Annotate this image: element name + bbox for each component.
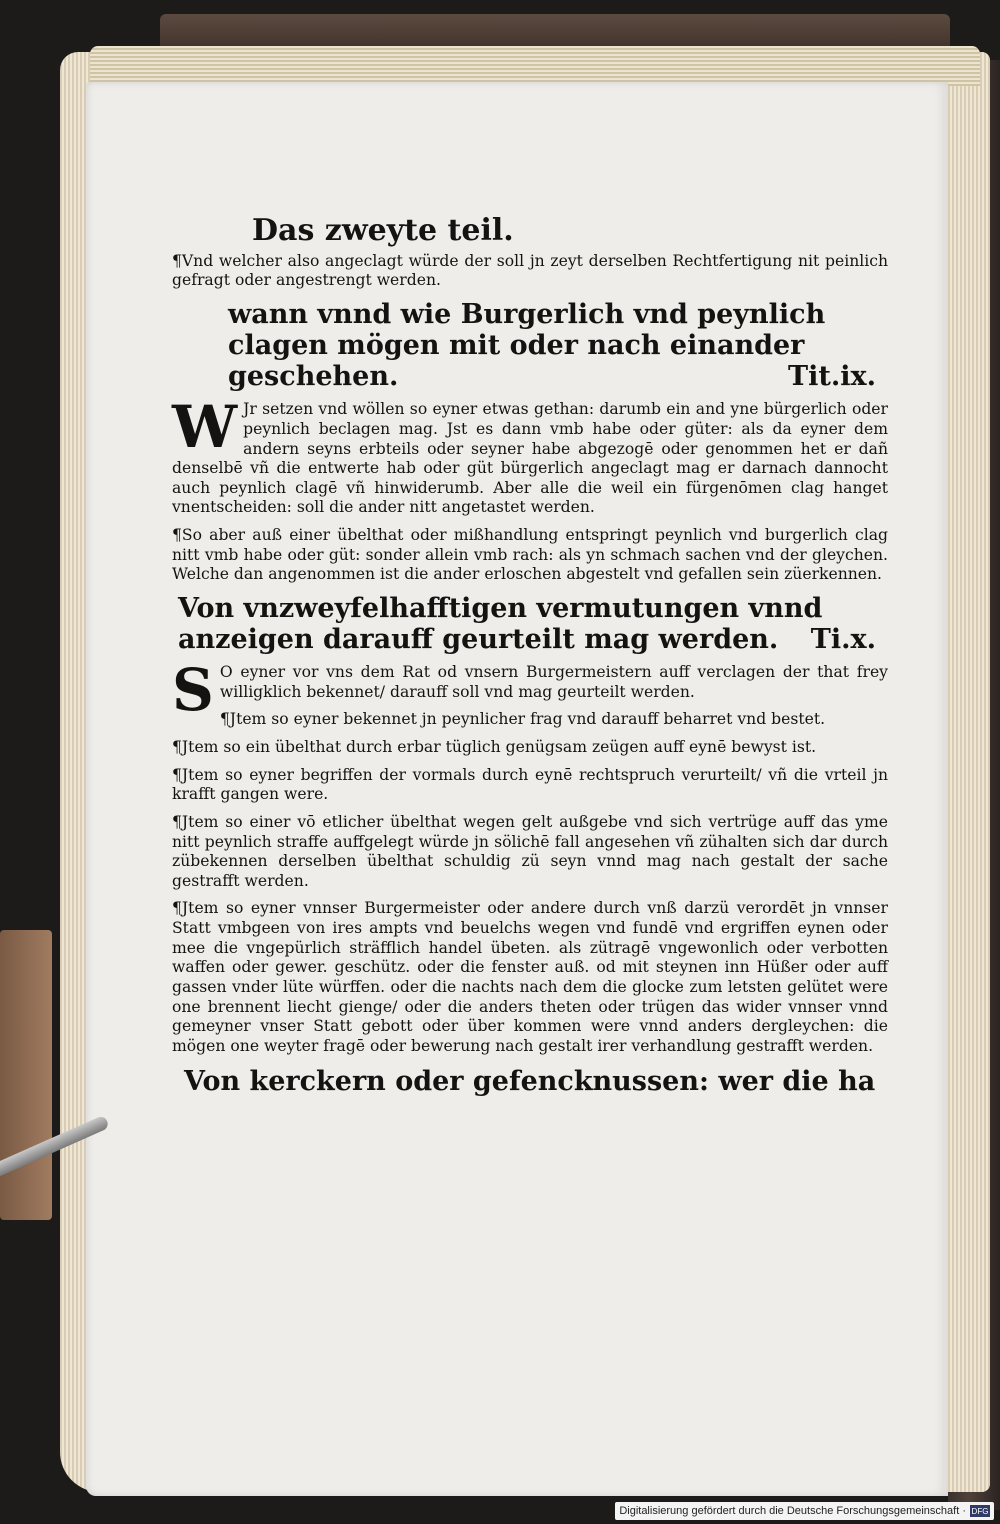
- heading-text: Von vnzweyfelhafftigen vermutungen vnnd anzeigen darauff geurteilt mag werden.: [178, 592, 823, 656]
- dfg-logo-icon: DFG: [971, 1506, 989, 1516]
- paragraph: ¶Jtem so eyner begriffen der vormals durch eynē rechtspruch verurteilt/ vñ die vrteil jn krafft gangen were.: [172, 765, 888, 804]
- intro-paragraph: ¶Vnd welcher also angeclagt würde der soll jn zeyt derselben Rechtfertigung nit peinlich gefragt oder angestrengt werden.: [172, 251, 888, 290]
- footer-text: Digitalisierung gefördert durch die Deutsche Forschungsgemeinschaft ·: [619, 1505, 966, 1517]
- paragraph-text: Jr setzen vnd wöllen so eyner etwas gethan: darumb ein and yne bürgerlich oder peynlich beclagen mag. Jst es dann vmb habe oder güter: als da eyner dem andern seyns erbteils oder seyner habe abgezogē oder genommen het er dañ denselbē vñ die entwerte hab oder güt bürgerlich angeclagt mag er darnach dannocht auch peynlich clagē vñ hinwiderumb. Aber alle die weil ein fürgenōmen clag hanget vnentscheiden: soll die ander nitt angetastet werden.: [172, 400, 888, 517]
- next-section-heading: Von kerckern oder gefencknussen: wer die ha: [184, 1065, 876, 1097]
- drop-cap: W: [172, 393, 238, 462]
- drop-cap: S: [172, 656, 214, 725]
- section-heading-tit-10: [178, 593, 888, 655]
- book-spine-tab: [0, 930, 52, 1220]
- paragraph: ¶Jtem so eyner vnnser Burgermeister oder andere durch vnß darzü verordēt jn vnnser Statt vmbgeen von ires ampts vnd beuelchs wegen vnd fundē vnd ergriffen eynen oder mee die vngepürlich sträfflich handel übeten. als zütragē vngewonlich oder verbotten waffen oder gewer. geschütz. oder die fenster auß. od mit steynen inn Hüßer oder auff gassen vnder lüte würffen. oder die nachts nach dem die glocke zum letsten gelütet were one brennent liecht gienge/ oder die anders theten oder trügen das wider vnnser vnnd gemeyner vnser Statt gebott oder über kommen were vnnd anders dergleychen: die mögen one weyter fragē oder bewerung nach gestalt irer verhandlung gestrafft werden.: [172, 899, 888, 1055]
- page-edges-top: [90, 46, 980, 86]
- paragraph: ¶Jtem so ein übelthat durch erbar tüglich genügsam zeügen auff eynē bewyst ist.: [172, 738, 817, 756]
- running-head: Das zweyte teil.: [252, 213, 514, 248]
- page-text: [172, 212, 888, 1099]
- section-heading-tit-9: [228, 299, 888, 392]
- attribution-footer: [615, 1502, 994, 1520]
- paragraph-text: O eyner vor vns dem Rat od vnsern Burgermeistern auff verclagen der that frey willigklich bekennet/ darauff soll vnd mag geurteilt werden.: [219, 663, 888, 701]
- title-number: Ti.x.: [810, 624, 876, 656]
- paragraph: ¶Jtem so eyner bekennet jn peynlicher frag vnd darauff beharret vnd bestet.: [219, 710, 826, 729]
- paragraph: ¶So aber auß einer übelthat oder mißhandlung entspringt peynlich vnd burgerlich clag nitt vmb habe oder güt: sonder allein vmb rach: als yn schmach sachen vnd der gleychen. Welche dan angenommen ist die ander erloschen abgestelt vnd gefallen sein züerkennen.: [172, 526, 888, 584]
- paragraph: ¶Jtem so einer vō etlicher übelthat wegen gelt außgebe vnd sich vertrüge auff das yme nitt peynlich straffe auffgelegt würde jn sölichē fall angesehen vñ zühalten sich dar durch zübekennen derselben übelthat schuldig zü seyn vnnd mag nach gestalt der sache gestrafft werden.: [172, 812, 888, 890]
- paragraph: [172, 393, 888, 518]
- title-number: Tit.ix.: [788, 361, 876, 393]
- heading-text: wann vnnd wie Burgerlich vnd peynlich clagen mögen mit oder nach einander geschehen.: [228, 299, 826, 393]
